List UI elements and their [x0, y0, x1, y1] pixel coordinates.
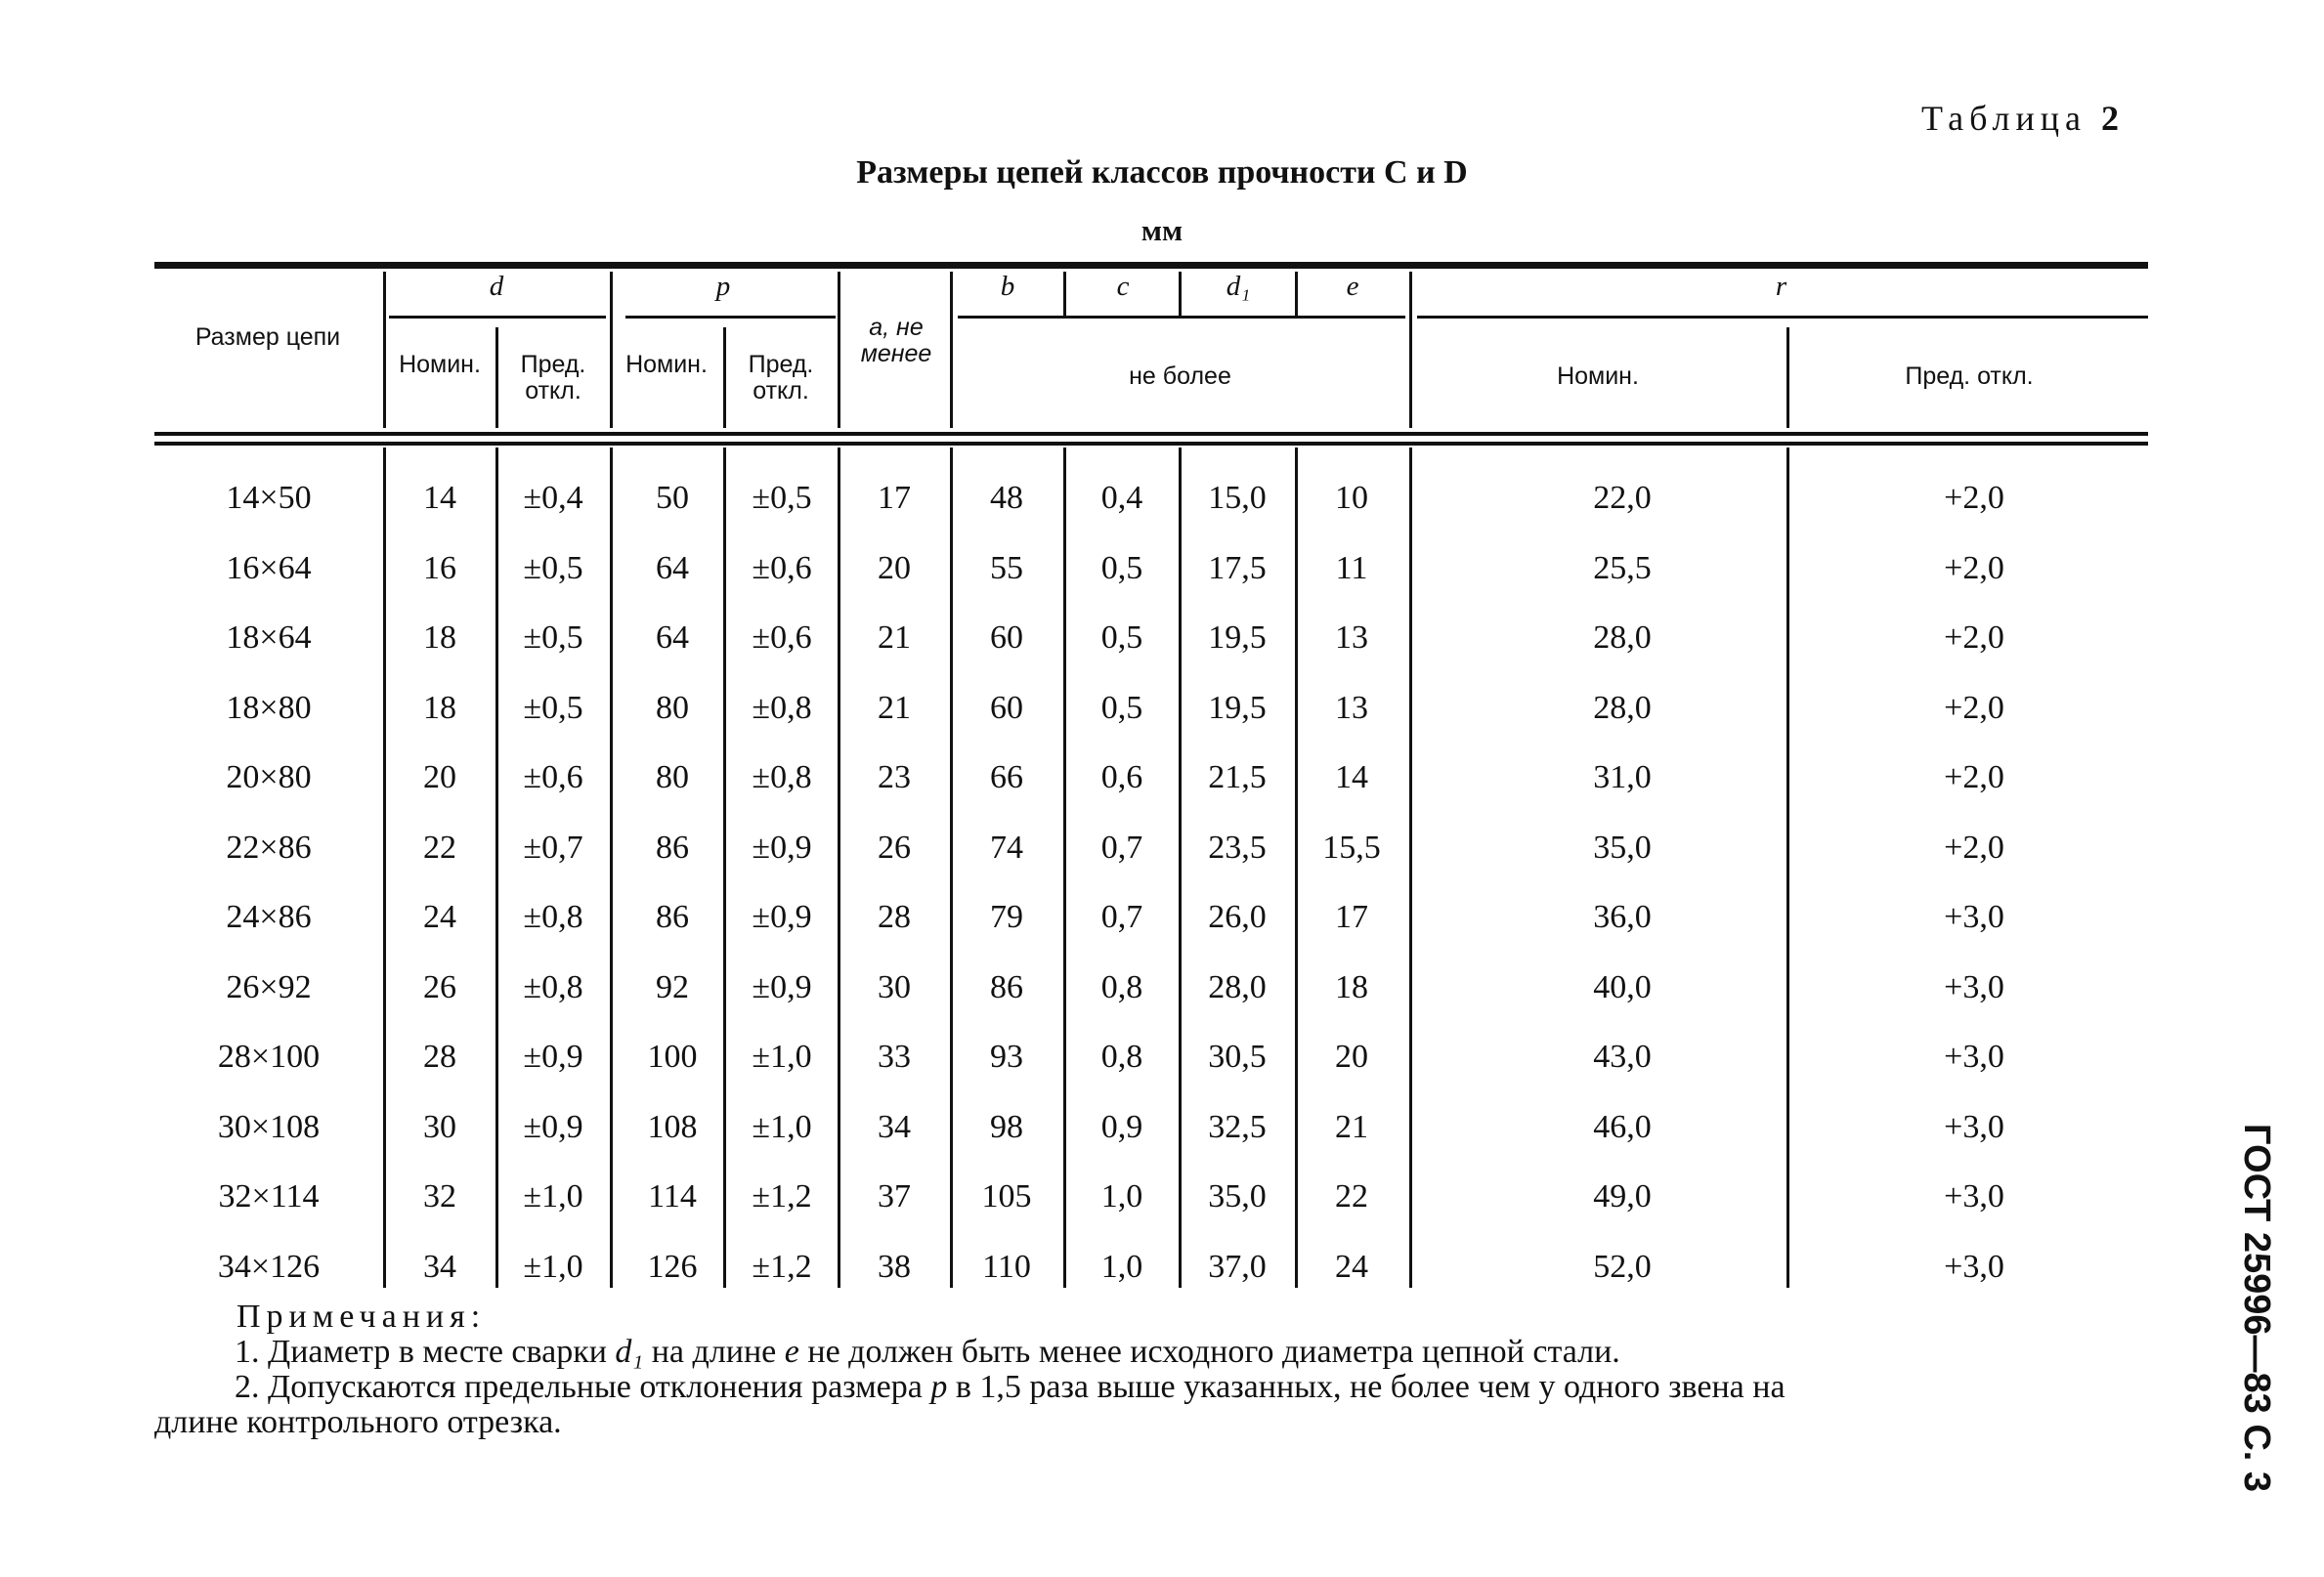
cell-d1: 32,5 — [1208, 1108, 1267, 1145]
cell-chain-size: 34×126 — [217, 1248, 321, 1285]
note-1-text-b: на длине — [643, 1334, 785, 1370]
cell-d-dev: ±0,7 — [523, 829, 583, 866]
cell-r-nom: 25,5 — [1593, 549, 1652, 586]
note-2-text-b: в 1,5 раза выше указанных, не более чем у одного звена на — [947, 1369, 1786, 1405]
cell-p-dev: ±0,8 — [752, 689, 812, 726]
cell-c: 0,4 — [1100, 480, 1143, 516]
cell-r-dev: +3,0 — [1944, 1039, 2004, 1075]
table-label — [1921, 98, 2119, 139]
cell-a: 34 — [878, 1108, 911, 1145]
cell-e: 13 — [1335, 619, 1368, 656]
table-top-rule — [154, 262, 2148, 269]
header-d: d — [489, 271, 504, 302]
cell-b: 86 — [990, 968, 1023, 1005]
cell-d1: 15,0 — [1208, 480, 1267, 516]
cell-d1: 28,0 — [1208, 968, 1267, 1005]
cell-c: 1,0 — [1100, 1178, 1143, 1215]
cell-e: 14 — [1335, 759, 1368, 795]
header-p-dev: Пред. откл. — [748, 351, 814, 405]
units-label: мм — [1140, 213, 1184, 247]
cell-chain-size: 30×108 — [217, 1108, 321, 1145]
cell-d-nom: 26 — [423, 968, 456, 1005]
cell-r-dev: +2,0 — [1944, 480, 2004, 516]
column-rule-header — [723, 327, 726, 428]
cell-p-nom: 80 — [656, 689, 689, 726]
cell-d1: 17,5 — [1208, 549, 1267, 586]
cell-r-dev: +2,0 — [1944, 549, 2004, 586]
note-2 — [154, 1370, 2158, 1405]
header-b: b — [1000, 271, 1015, 302]
cell-p-nom: 108 — [647, 1108, 698, 1145]
cell-p-nom: 126 — [647, 1248, 698, 1285]
cell-d-nom: 16 — [423, 549, 456, 586]
cell-d1: 21,5 — [1208, 759, 1267, 795]
cell-p-nom: 80 — [656, 759, 689, 795]
cell-d-dev: ±0,5 — [523, 619, 583, 656]
cell-r-nom: 35,0 — [1593, 829, 1652, 866]
cell-d1: 19,5 — [1208, 689, 1267, 726]
cell-r-dev: +3,0 — [1944, 1178, 2004, 1215]
cell-d-dev: ±0,4 — [523, 480, 583, 516]
cell-c: 0,8 — [1100, 968, 1143, 1005]
cell-r-dev: +2,0 — [1944, 689, 2004, 726]
notes — [154, 1300, 2158, 1440]
cell-p-nom: 86 — [656, 829, 689, 866]
header-d1: d₁ — [1226, 271, 1251, 302]
cell-r-dev: +3,0 — [1944, 899, 2004, 935]
cell-b: 60 — [990, 689, 1023, 726]
column-rule-body — [1179, 448, 1182, 1288]
column-rule-header — [1295, 272, 1298, 316]
cell-r-dev: +2,0 — [1944, 619, 2004, 656]
cell-a: 28 — [878, 899, 911, 935]
cell-p-dev: ±0,9 — [752, 829, 812, 866]
cell-chain-size: 20×80 — [226, 759, 312, 795]
header-d-dev: Пред. откл. — [520, 351, 586, 405]
cell-p-dev: ±1,2 — [752, 1178, 812, 1215]
cell-p-nom: 100 — [647, 1039, 698, 1075]
cell-d-nom: 20 — [423, 759, 456, 795]
column-rule-header — [1179, 272, 1182, 316]
note-2-var-p: p — [930, 1369, 948, 1405]
cell-d-dev: ±0,8 — [523, 968, 583, 1005]
cell-p-nom: 64 — [656, 619, 689, 656]
cell-d1: 26,0 — [1208, 899, 1267, 935]
cell-c: 0,9 — [1100, 1108, 1143, 1145]
header-p-nom: Номин. — [625, 351, 708, 378]
header-not-more: не более — [1129, 362, 1231, 390]
note-1-var-d1: d₁ — [615, 1334, 644, 1370]
cell-d-dev: ±0,9 — [523, 1039, 583, 1075]
cell-r-nom: 49,0 — [1593, 1178, 1652, 1215]
cell-d-dev: ±0,5 — [523, 549, 583, 586]
note-1-text-a: 1. Диаметр в месте сварки — [235, 1334, 616, 1370]
cell-a: 23 — [878, 759, 911, 795]
cell-chain-size: 18×64 — [226, 619, 312, 656]
cell-a: 33 — [878, 1039, 911, 1075]
cell-b: 48 — [990, 480, 1023, 516]
note-2-text-a: 2. Допускаются предельные отклонения размера — [235, 1369, 931, 1405]
cell-r-dev: +2,0 — [1944, 829, 2004, 866]
cell-c: 0,5 — [1100, 549, 1143, 586]
cell-a: 37 — [878, 1178, 911, 1215]
column-rule-body — [383, 448, 386, 1288]
cell-d-nom: 18 — [423, 619, 456, 656]
column-rule-header — [495, 327, 498, 428]
cell-chain-size: 28×100 — [217, 1039, 321, 1075]
cell-a: 17 — [878, 480, 911, 516]
cell-r-dev: +3,0 — [1944, 1108, 2004, 1145]
cell-p-dev: ±0,8 — [752, 759, 812, 795]
column-rule-body — [1786, 448, 1789, 1288]
cell-b: 98 — [990, 1108, 1023, 1145]
cell-a: 21 — [878, 689, 911, 726]
cell-e: 24 — [1335, 1248, 1368, 1285]
note-1 — [154, 1335, 2158, 1370]
cell-d1: 35,0 — [1208, 1178, 1267, 1215]
cell-e: 10 — [1335, 480, 1368, 516]
table-label-number: 2 — [2101, 99, 2119, 138]
column-rule-body — [1409, 448, 1412, 1288]
column-rule-header — [1063, 272, 1066, 316]
header-d-underline — [389, 316, 606, 319]
cell-r-nom: 22,0 — [1593, 480, 1652, 516]
note-1-var-e: e — [784, 1334, 799, 1370]
cell-d-nom: 34 — [423, 1248, 456, 1285]
header-d-nom: Номин. — [399, 351, 481, 378]
column-rule-body — [838, 448, 840, 1288]
cell-p-nom: 64 — [656, 549, 689, 586]
column-rule-body — [950, 448, 953, 1288]
header-r-nom: Номин. — [1557, 362, 1639, 390]
header-r-dev: Пред. откл. — [1905, 362, 2034, 390]
cell-r-nom: 31,0 — [1593, 759, 1652, 795]
column-rule-body — [495, 448, 498, 1288]
table-title: Размеры цепей классов прочности С и D — [856, 154, 1468, 191]
cell-r-nom: 43,0 — [1593, 1039, 1652, 1075]
cell-c: 0,7 — [1100, 829, 1143, 866]
cell-chain-size: 26×92 — [226, 968, 312, 1005]
cell-chain-size: 14×50 — [226, 480, 312, 516]
cell-r-nom: 36,0 — [1593, 899, 1652, 935]
column-rule-header — [610, 272, 613, 428]
cell-c: 0,6 — [1100, 759, 1143, 795]
column-rule-header — [838, 272, 840, 428]
cell-d-nom: 24 — [423, 899, 456, 935]
cell-chain-size: 24×86 — [226, 899, 312, 935]
cell-d-nom: 22 — [423, 829, 456, 866]
cell-a: 26 — [878, 829, 911, 866]
cell-b: 55 — [990, 549, 1023, 586]
cell-d-dev: ±0,8 — [523, 899, 583, 935]
cell-e: 22 — [1335, 1178, 1368, 1215]
note-1-text-c: не должен быть менее исходного диаметра цепной стали. — [798, 1334, 1620, 1370]
cell-p-nom: 92 — [656, 968, 689, 1005]
cell-p-dev: ±0,5 — [752, 480, 812, 516]
cell-p-nom: 86 — [656, 899, 689, 935]
cell-e: 13 — [1335, 689, 1368, 726]
note-2-continuation: длине контрольного отрезка. — [154, 1404, 562, 1440]
header-a: a, не менее — [860, 314, 932, 367]
cell-chain-size: 18×80 — [226, 689, 312, 726]
cell-d-dev: ±0,5 — [523, 689, 583, 726]
header-bcde-underline — [958, 316, 1405, 319]
header-bottom-rule-second — [154, 442, 2148, 446]
cell-d-dev: ±0,6 — [523, 759, 583, 795]
cell-r-nom: 28,0 — [1593, 619, 1652, 656]
cell-p-dev: ±0,6 — [752, 549, 812, 586]
cell-d1: 37,0 — [1208, 1248, 1267, 1285]
cell-d-nom: 32 — [423, 1178, 456, 1215]
cell-r-dev: +3,0 — [1944, 1248, 2004, 1285]
cell-d1: 19,5 — [1208, 619, 1267, 656]
cell-b: 66 — [990, 759, 1023, 795]
cell-chain-size: 32×114 — [218, 1178, 320, 1215]
cell-p-dev: ±0,6 — [752, 619, 812, 656]
cell-e: 21 — [1335, 1108, 1368, 1145]
cell-e: 18 — [1335, 968, 1368, 1005]
cell-d-dev: ±1,0 — [523, 1248, 583, 1285]
standard-page-code: ГОСТ 25996—83 С. 3 — [2236, 1124, 2277, 1493]
cell-e: 15,5 — [1322, 829, 1381, 866]
table-label-word: Таблица — [1921, 99, 2087, 138]
header-c: c — [1116, 271, 1130, 302]
notes-heading: Примечания: — [237, 1299, 487, 1335]
cell-e: 20 — [1335, 1039, 1368, 1075]
cell-b: 74 — [990, 829, 1023, 866]
cell-a: 21 — [878, 619, 911, 656]
cell-p-nom: 50 — [656, 480, 689, 516]
cell-c: 0,7 — [1100, 899, 1143, 935]
header-e: e — [1346, 271, 1359, 302]
cell-c: 0,8 — [1100, 1039, 1143, 1075]
column-rule-header — [1409, 272, 1412, 428]
column-rule-header — [1786, 327, 1789, 428]
cell-d-dev: ±0,9 — [523, 1108, 583, 1145]
cell-c: 1,0 — [1100, 1248, 1143, 1285]
cell-p-nom: 114 — [648, 1178, 697, 1215]
cell-d1: 23,5 — [1208, 829, 1267, 866]
cell-p-dev: ±1,0 — [752, 1039, 812, 1075]
column-rule-body — [1063, 448, 1066, 1288]
cell-a: 38 — [878, 1248, 911, 1285]
cell-p-dev: ±1,2 — [752, 1248, 812, 1285]
cell-d-nom: 30 — [423, 1108, 456, 1145]
cell-d-nom: 14 — [423, 480, 456, 516]
cell-b: 93 — [990, 1039, 1023, 1075]
cell-r-nom: 52,0 — [1593, 1248, 1652, 1285]
cell-d-dev: ±1,0 — [523, 1178, 583, 1215]
cell-r-dev: +3,0 — [1944, 968, 2004, 1005]
cell-chain-size: 16×64 — [226, 549, 312, 586]
column-rule-body — [610, 448, 613, 1288]
cell-d-nom: 18 — [423, 689, 456, 726]
header-r-underline — [1417, 316, 2148, 319]
header-chain-size: Размер цепи — [194, 323, 341, 351]
cell-a: 20 — [878, 549, 911, 586]
column-rule-body — [1295, 448, 1298, 1288]
cell-e: 11 — [1335, 549, 1368, 586]
cell-d-nom: 28 — [423, 1039, 456, 1075]
cell-d1: 30,5 — [1208, 1039, 1267, 1075]
cell-b: 110 — [982, 1248, 1031, 1285]
cell-r-nom: 28,0 — [1593, 689, 1652, 726]
cell-c: 0,5 — [1100, 689, 1143, 726]
cell-chain-size: 22×86 — [226, 829, 312, 866]
cell-b: 105 — [981, 1178, 1032, 1215]
header-p: p — [715, 271, 731, 302]
cell-p-dev: ±0,9 — [752, 899, 812, 935]
cell-e: 17 — [1335, 899, 1368, 935]
column-rule-header — [383, 272, 386, 428]
header-p-underline — [625, 316, 836, 319]
header-r: r — [1775, 271, 1787, 302]
cell-p-dev: ±1,0 — [752, 1108, 812, 1145]
cell-a: 30 — [878, 968, 911, 1005]
cell-r-nom: 46,0 — [1593, 1108, 1652, 1145]
column-rule-header — [950, 272, 953, 428]
column-rule-body — [723, 448, 726, 1288]
cell-c: 0,5 — [1100, 619, 1143, 656]
cell-r-nom: 40,0 — [1593, 968, 1652, 1005]
cell-b: 60 — [990, 619, 1023, 656]
cell-b: 79 — [990, 899, 1023, 935]
cell-r-dev: +2,0 — [1944, 759, 2004, 795]
header-bottom-rule — [154, 432, 2148, 436]
cell-p-dev: ±0,9 — [752, 968, 812, 1005]
